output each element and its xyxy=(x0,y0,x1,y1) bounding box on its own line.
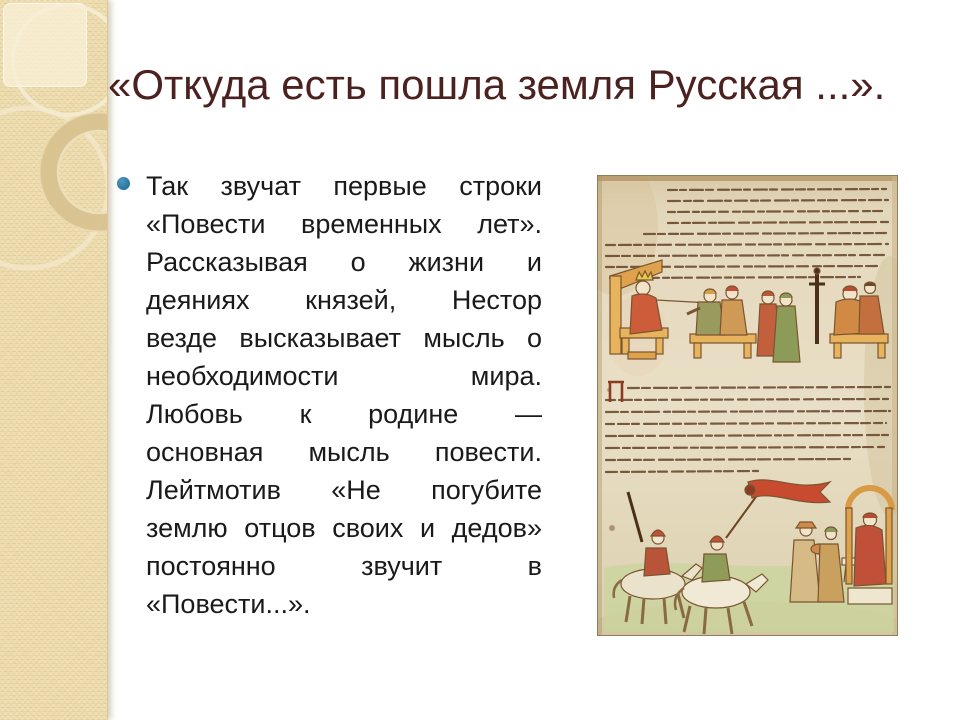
manuscript-illustration xyxy=(598,176,897,635)
body-text xyxy=(146,167,542,623)
body-line: необходимости мира. xyxy=(146,361,542,391)
slide-title: «Откуда есть пошла земля Русская ...». xyxy=(108,61,886,108)
body-line: землю отцов своих и дедов» xyxy=(146,513,542,543)
decor-circles xyxy=(0,0,107,330)
body-line: «Повести временных лет». xyxy=(146,209,542,239)
body-line: Любовь к родине — xyxy=(146,399,542,429)
body-line: Рассказывая о жизни и xyxy=(146,247,542,277)
body-line: постоянно звучит в xyxy=(146,551,542,581)
body-line: деяниях князей, Нестор xyxy=(146,285,542,315)
body-line: «Повести...». xyxy=(146,589,311,619)
manuscript-image xyxy=(597,175,898,636)
left-decorative-band xyxy=(0,0,108,720)
body-line: Лейтмотив «Не погубите xyxy=(146,475,542,505)
body-line: основная мысль повести. xyxy=(146,437,542,467)
bullet-icon xyxy=(117,177,130,190)
body-line: Так звучат первые строки xyxy=(146,171,542,201)
body-line: везде высказывает мысль о xyxy=(146,323,542,353)
